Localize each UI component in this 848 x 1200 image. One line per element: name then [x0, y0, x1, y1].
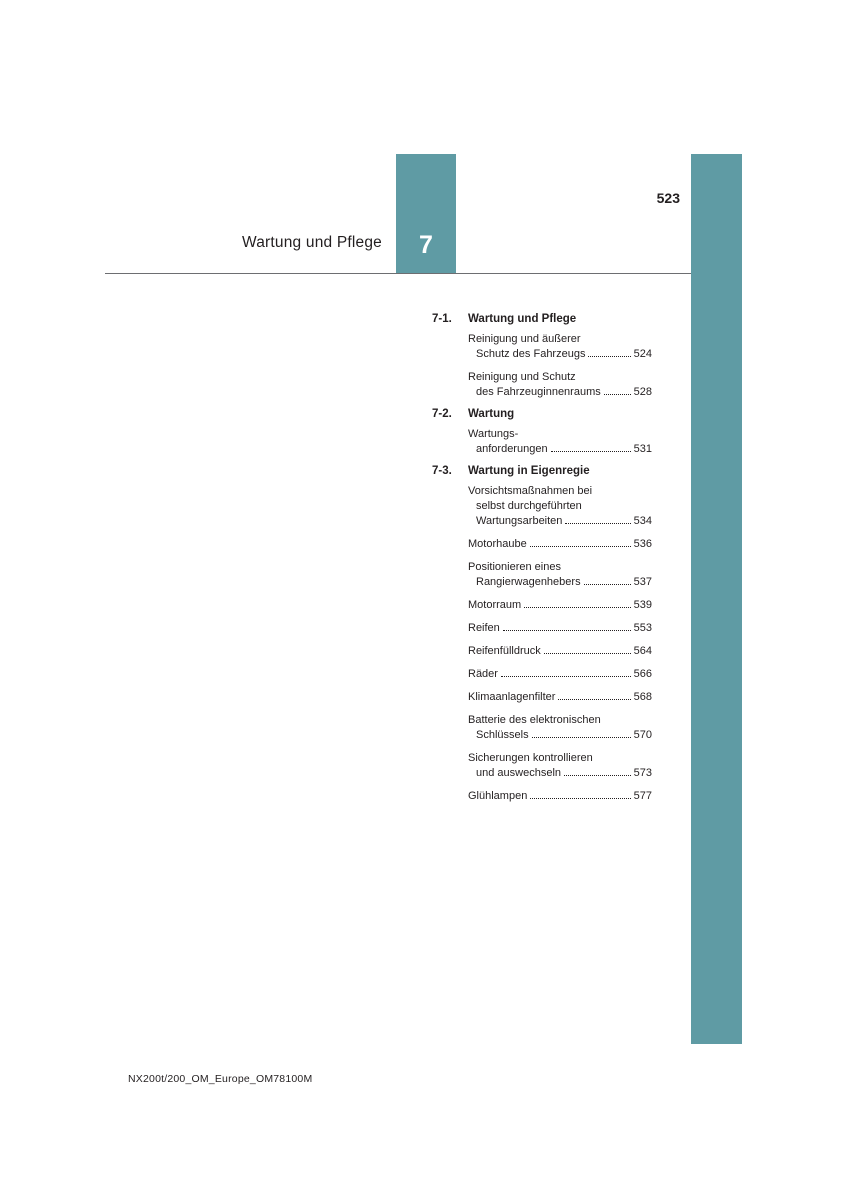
toc-entry[interactable] [468, 560, 662, 590]
toc-entry-title-line: Vorsichtsmaßnahmen bei [468, 485, 593, 497]
toc-section-heading [432, 313, 662, 325]
toc-entry[interactable] [468, 484, 662, 529]
toc-section-label: Wartung und Pflege [468, 313, 577, 325]
toc-dot-leader [584, 584, 631, 585]
toc-dot-leader [564, 775, 631, 776]
toc-entry-title: Motorraum [468, 599, 522, 611]
toc-section [432, 465, 662, 804]
toc-entry-page: 564 [633, 645, 652, 657]
toc-entry-page: 528 [633, 386, 652, 398]
toc-dot-leader [501, 676, 631, 677]
toc-dot-leader [588, 356, 630, 357]
toc-dot-leader [524, 607, 630, 608]
toc-entry-title: Motorhaube [468, 538, 527, 550]
toc-entry-title: Reifen [468, 622, 500, 634]
toc-dot-leader [544, 653, 631, 654]
toc-entry-title: Räder [468, 668, 498, 680]
toc-section [432, 408, 662, 457]
toc-entry[interactable] [468, 751, 662, 781]
toc-entry[interactable] [468, 713, 662, 743]
toc-dot-leader [558, 699, 630, 700]
toc-entry-page: 536 [633, 538, 652, 550]
toc-entry-page: 531 [633, 443, 652, 455]
header-divider [105, 273, 691, 274]
toc-entry-title-line: Schutz des Fahrzeugs [476, 348, 586, 360]
toc-entry-page: 566 [633, 668, 652, 680]
toc-section-label: Wartung in Eigenregie [468, 465, 590, 477]
toc-section-heading [432, 465, 662, 477]
toc-dot-leader [551, 451, 631, 452]
toc-dot-leader [532, 737, 631, 738]
toc-entry[interactable] [468, 644, 662, 659]
toc-dot-leader [503, 630, 631, 631]
toc-entry-page: 577 [633, 790, 652, 802]
toc-entry[interactable] [468, 690, 662, 705]
chapter-number: 7 [396, 217, 456, 274]
toc-entry-page: 534 [633, 515, 652, 527]
toc-entry-title-line: anforderungen [476, 443, 548, 455]
toc-entry[interactable] [468, 789, 662, 804]
toc-entry[interactable] [468, 621, 662, 636]
toc-entry-title-line: Batterie des elektronischen [468, 714, 601, 726]
toc-dot-leader [530, 546, 631, 547]
toc-entry-page: 524 [633, 348, 652, 360]
toc-entry-page: 573 [633, 767, 652, 779]
toc-entry[interactable] [468, 427, 662, 457]
toc-section-number: 7-3. [432, 465, 452, 477]
toc-entry-title-line: Sicherungen kontrollieren [468, 752, 593, 764]
toc-entry-title-line: Reinigung und äußerer [468, 333, 581, 345]
toc-section-number: 7-2. [432, 408, 452, 420]
toc-entry-title: Glühlampen [468, 790, 528, 802]
toc-entry[interactable] [468, 598, 662, 613]
toc-entry-title-line: Wartungsarbeiten [476, 515, 563, 527]
chapter-side-bar [691, 154, 742, 1044]
toc-entry-page: 568 [633, 691, 652, 703]
toc-entry-page: 570 [633, 729, 652, 741]
toc-entry-title-line: des Fahrzeuginnenraums [476, 386, 601, 398]
footer-document-code: NX200t/200_OM_Europe_OM78100M [128, 1073, 313, 1085]
toc-entry[interactable] [468, 667, 662, 682]
table-of-contents [432, 313, 662, 812]
toc-entry-title-line: Reinigung und Schutz [468, 371, 576, 383]
toc-section-number: 7-1. [432, 313, 452, 325]
toc-section-heading [432, 408, 662, 420]
toc-dot-leader [530, 798, 630, 799]
toc-entry-title-line: Positionieren eines [468, 561, 561, 573]
toc-entry-title-line: Wartungs- [468, 428, 519, 440]
toc-entry-title-line: Schlüssels [476, 729, 529, 741]
toc-entry-title: Reifenfülldruck [468, 645, 541, 657]
page-number: 523 [656, 190, 680, 206]
toc-entry[interactable] [468, 537, 662, 552]
toc-entry-title-line: selbst durchgeführten [476, 500, 582, 512]
toc-entry-page: 537 [633, 576, 652, 588]
toc-entry-title-line: Rangierwagenhebers [476, 576, 581, 588]
toc-entry[interactable] [468, 370, 662, 400]
toc-section [432, 313, 662, 400]
toc-dot-leader [565, 523, 630, 524]
toc-entry-title: Klimaanlagenfilter [468, 691, 556, 703]
toc-entry-title-line: und auswechseln [476, 767, 562, 779]
toc-entry-page: 553 [633, 622, 652, 634]
toc-section-label: Wartung [468, 408, 515, 420]
chapter-title: Wartung und Pflege [241, 234, 382, 251]
chapter-tab-stub [396, 154, 456, 217]
toc-entry-page: 539 [633, 599, 652, 611]
toc-entry[interactable] [468, 332, 662, 362]
toc-dot-leader [604, 394, 631, 395]
